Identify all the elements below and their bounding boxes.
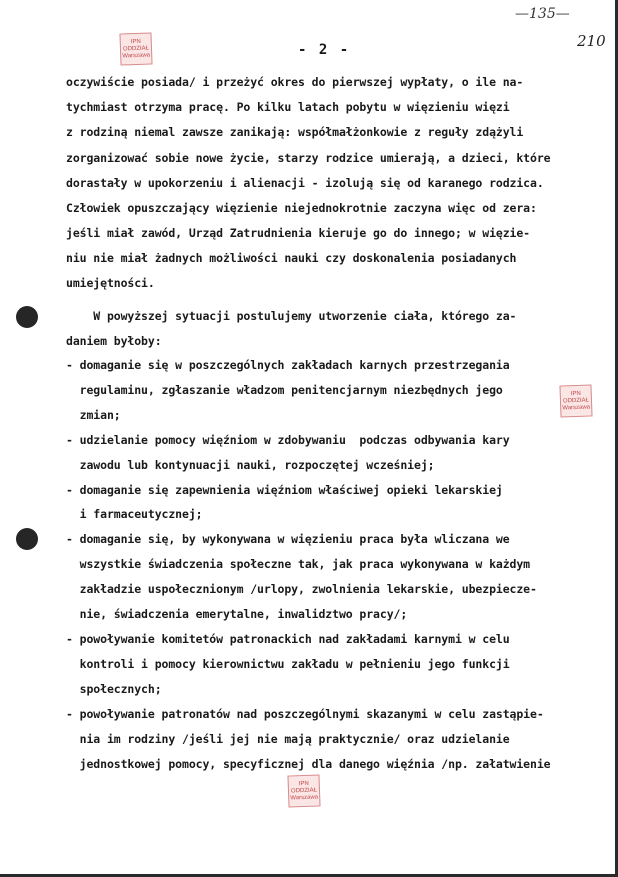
archive-number: —135—	[515, 6, 570, 22]
text-line: zorganizować sobie nowe życie, starzy rodzice umierają, a dzieci, które	[66, 151, 551, 165]
text-line: i farmaceutycznej;	[66, 507, 203, 521]
text-line: - powoływanie komitetów patronackich nad zakładami karnymi w celu	[66, 632, 510, 646]
text-line: dorastały w upokorzeniu i alienacji - izolują się od karanego rodzica.	[66, 176, 544, 190]
ipn-stamp	[559, 384, 592, 417]
text-line: tychmiast otrzyma pracę. Po kilku latach pobytu w więzieniu więzi	[66, 100, 510, 114]
text-line: - udzielanie pomocy więźniom w zdobywaniu podczas odbywania kary	[66, 433, 510, 447]
ipn-stamp	[287, 774, 320, 807]
text-line: z rodziną niemal zawsze zanikają: współmałżonkowie z reguły zdążyli	[66, 125, 524, 139]
text-line: - domaganie się, by wykonywana w więzieniu praca była wliczana we	[66, 532, 510, 546]
text-line: zmian;	[66, 408, 121, 422]
text-line: regulaminu, zgłaszanie władzom penitencjarnym niezbędnych jego	[66, 383, 503, 397]
stamp-text: IPN ODDZIAŁ Warszawa	[562, 390, 591, 411]
text-line: niu nie miał żadnych możliwości nauki czy doskonalenia posiadanych	[66, 251, 517, 265]
text-line: kontroli i pomocy kierownictwu zakładu w pełnieniu jego funkcji	[66, 657, 510, 671]
text-line: społecznych;	[66, 682, 162, 696]
page-number: - 2 -	[298, 42, 351, 58]
text-line: nia im rodziny /jeśli jej nie mają praktycznie/ oraz udzielanie	[66, 732, 510, 746]
text-line: - domaganie się w poszczególnych zakładach karnych przestrzegania	[66, 358, 510, 372]
text-line: wszystkie świadczenia społeczne tak, jak praca wykonywana w każdym	[66, 557, 531, 571]
text-line: umiejętności.	[66, 276, 155, 290]
text-line: zawodu lub kontynuacji nauki, rozpoczętej wcześniej;	[66, 458, 435, 472]
text-line: - domaganie się zapewnienia więźniom właściwej opieki lekarskiej	[66, 483, 503, 497]
text-line: nie, świadczenia emerytalne, inwalidztwo pracy/;	[66, 607, 408, 621]
text-line: zakładzie uspołecznionym /urlopy, zwolnienia lekarskie, ubezpiecze-	[66, 582, 537, 596]
text-line: jeśli miał zawód, Urząd Zatrudnienia kieruje go do innego; w więzie-	[66, 226, 531, 240]
text-line: jednostkowej pomocy, specyficznej dla danego więźnia /np. załatwienie	[66, 757, 551, 771]
punch-hole-bottom	[16, 528, 38, 550]
text-line: daniem byłoby:	[66, 334, 162, 348]
punch-hole-top	[16, 306, 38, 328]
text-line: oczywiście posiada/ i przeżyć okres do pierwszej wypłaty, o ile na-	[66, 75, 524, 89]
text-line: Człowiek opuszczający więzienie niejednokrotnie zaczyna więc od zera:	[66, 201, 537, 215]
text-line: - powoływanie patronatów nad poszczególnymi skazanymi w celu zastąpie-	[66, 707, 544, 721]
ipn-stamp	[119, 32, 152, 65]
text-line: W powyższej sytuacji postulujemy utworzenie ciała, którego za-	[66, 309, 517, 323]
handwritten-number: 210	[577, 32, 606, 50]
stamp-text: IPN ODDZIAŁ Warszawa	[122, 38, 151, 59]
stamp-text: IPN ODDZIAŁ Warszawa	[290, 780, 319, 801]
